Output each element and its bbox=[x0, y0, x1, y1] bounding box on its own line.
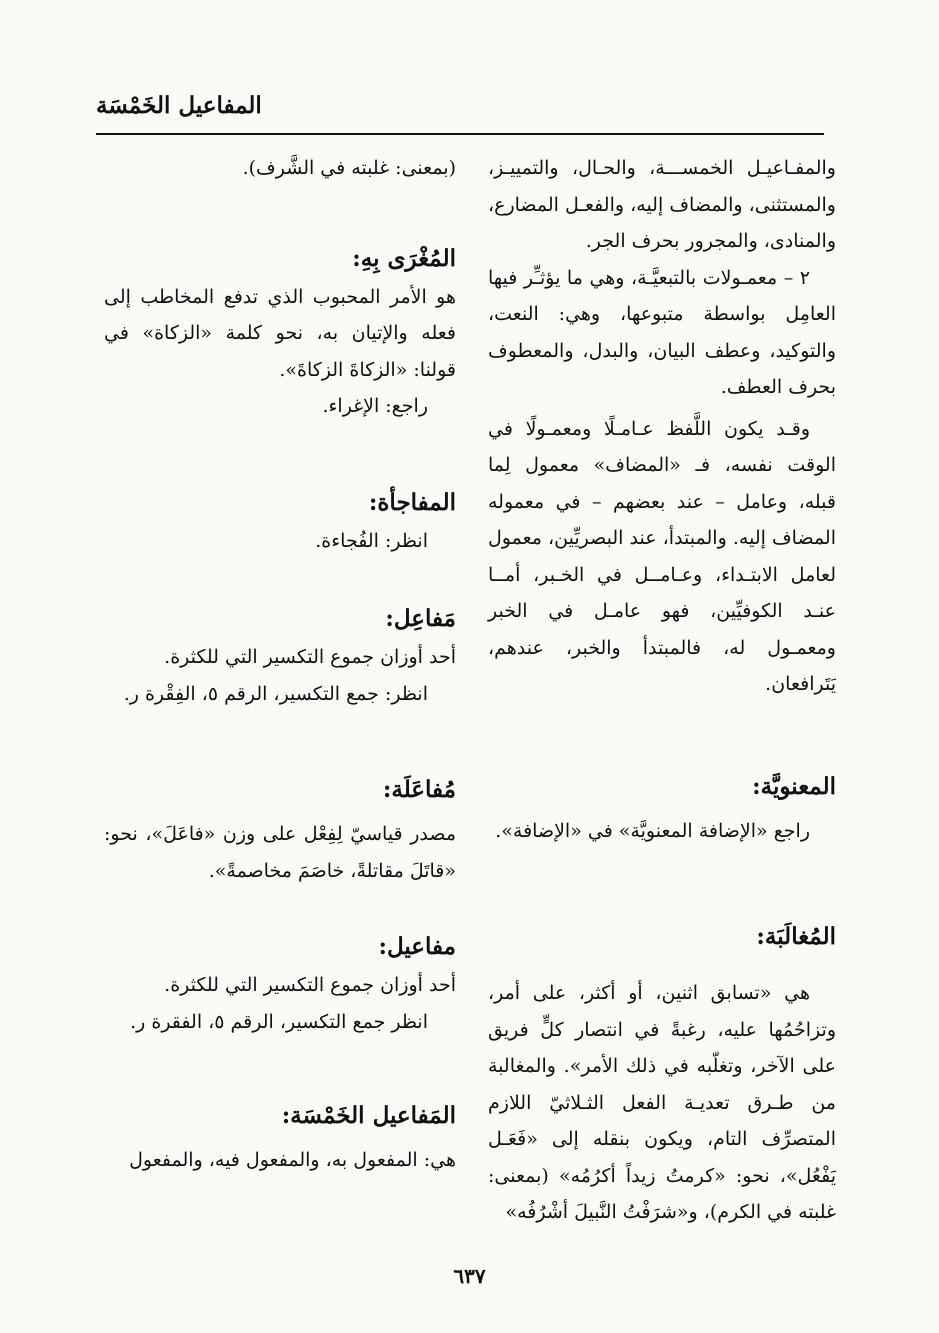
continued-list-paragraph: والمفـاعيـل الخمســـة، والحـال، والتمييـز، والمستثنى، والمضاف إليه، والفعـل المضارع، والمنادى، والمجرور بحرف الجر. bbox=[488, 157, 836, 252]
entry-text-mughalaba: هي «تسابق اثنين، أو أكثر، على أمر، وتزاحُمُها عليه، رغبةً في انتصار كلٍّ فريق على الآخر، وتغلّبه في ذلك الأمر». والمغالبة من طـرق تعديـة الفعل الثـلاثيّ اللازم المتصرِّف التام، ويكون بنقله إلى «فَعَـل يَفْعُل»، نحو: «كرمتُ زيداً أكرُمُه» (بمعنى: غلبته في الكرم)، و«شرَفْتُ النَّبيلَ أشْرُفُه» bbox=[488, 982, 836, 1223]
entry-def-mughra: هو الأمر المحبوب الذي تدفع المخاطب إلى فعله والإتيان به، نحو كلمة «الزكاة» في قولنا: «الزكاةَ الزكاةَ». bbox=[104, 285, 456, 381]
header-rule bbox=[96, 133, 824, 135]
entry-heading-mufaja: المفاجأة: bbox=[368, 488, 456, 516]
entry-def-mafail-khamsa: هي: المفعول به، والمفعول فيه، والمفعول bbox=[129, 1149, 456, 1171]
entry-heading-manawiyya: المعنويَّة: bbox=[752, 772, 836, 800]
entry-heading-mafail: مَفاعِل: bbox=[385, 605, 456, 632]
entry-def-mufaala: مصدر قياسيّ لِفِعْل على وزن «فاعَلَ»، نحو: «قاتَلَ مقاتلةً، خاصَمَ مخاصمةً». bbox=[104, 823, 456, 882]
entry-text-manawiyya: راجع «الإضافة المعنويَّة» في «الإضافة». bbox=[495, 819, 810, 842]
dual-role-paragraph: وقـد يكون اللَّفظ عـامـلًا ومعمـولًا في الوقت نفسه، فـ «المضاف» معمول لِما قبله، وعامل – عند بعضهم – في معموله المضاف إليه. والمبتدأ، عند البصريِّين، معمول لعامل الابتـداء، وعـامــل في الخـبر، أمــا عنـد الكوفيِّين، فهو عامـل في الخبر ومعمـول له، فالمبتدأ والخبر، عندهم، يَتَرافعان. bbox=[488, 417, 836, 695]
running-head: المفاعيل الخَمْسَة bbox=[96, 92, 262, 119]
entry-heading-mafail-khamsa: المَفاعيل الخَمْسَة: bbox=[281, 1102, 456, 1129]
entry-heading-mughalaba: المُغالَبَة: bbox=[756, 923, 836, 950]
entry-heading-mufaala: مُفاعَلَة: bbox=[382, 776, 456, 803]
entry-heading-mafaeel: مفاعيل: bbox=[378, 933, 456, 960]
page-number: ٦٣٧ bbox=[453, 1264, 486, 1288]
entry-ref-mughra: راجع: الإغراء. bbox=[322, 395, 428, 417]
followers-paragraph: ٢ – معمـولات بالتبعيَّـة، وهي ما يؤثـِّر فيها العامِل بواسطة متبوعها، وهي: النعت، والتوكيد، وعطف البيان، والبدل، والمعطوف بحرف العطف. bbox=[488, 266, 836, 398]
right-column bbox=[488, 150, 836, 1231]
continued-meaning: (بمعنى: غلبته في الشَّرف). bbox=[242, 157, 456, 179]
left-column bbox=[104, 150, 456, 1179]
entry-def-mafaeel: أحد أوزان جموع التكسير التي للكثرة. bbox=[164, 974, 456, 996]
entry-heading-mughra: المُغْرَى بِهِ: bbox=[352, 244, 456, 272]
entry-ref-mafail: انظر: جمع التكسير، الرقم ٥، الفِقْرة ر. bbox=[123, 682, 428, 705]
entry-ref-mufaja: انظر: الفُجاءة. bbox=[315, 529, 428, 552]
entry-def-mafail: أحد أوزان جموع التكسير التي للكثرة. bbox=[164, 646, 456, 668]
entry-ref-mafaeel: انظر جمع التكسير، الرقم ٥، الفقرة ر. bbox=[130, 1010, 428, 1033]
